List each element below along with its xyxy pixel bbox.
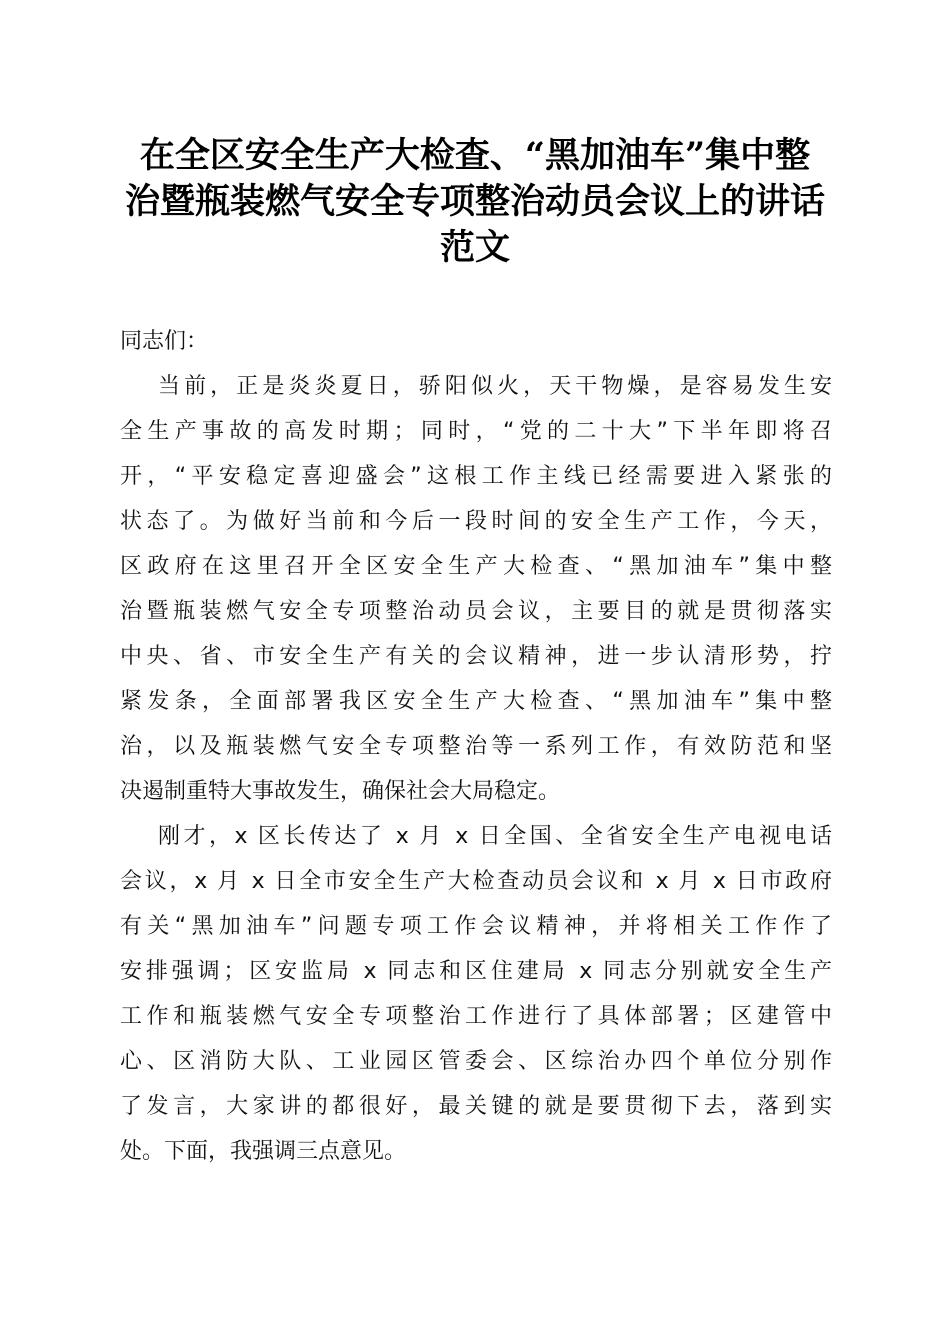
document-body — [120, 319, 832, 1174]
text-line: 决遏制重特大事故发生，确保社会大局稳定。 — [120, 779, 561, 804]
text-line: 全生产事故的高发时期；同时，“党的二十大”下半年即将召 — [120, 419, 832, 444]
text-line: 处。下面，我强调三点意见。 — [120, 1139, 407, 1164]
text-line: 工作和瓶装燃气安全专项整治工作进行了具体部署；区建管中 — [120, 1004, 832, 1029]
title-line: 治暨瓶装燃气安全专项整治动员会议上的讲话 — [124, 181, 825, 222]
text-line: 会议，x 月 x 日全市安全生产大检查动员会议和 x 月 x 日市政府 — [120, 869, 832, 894]
paragraph-1 — [120, 364, 832, 814]
text-line: 状态了。为做好当前和今后一段时间的安全生产工作，今天， — [120, 509, 832, 534]
title-line: 在全区安全生产大检查、“黑加油车”集中整 — [139, 135, 811, 176]
title-line: 范文 — [439, 227, 510, 268]
text-line: 区政府在这里召开全区安全生产大检查、“黑加油车”集中整 — [120, 554, 832, 579]
salutation: 同志们： — [120, 329, 209, 354]
text-line: 当前，正是炎炎夏日，骄阳似火，天干物燥，是容易发生安 — [158, 374, 832, 399]
text-line: 中央、省、市安全生产有关的会议精神，进一步认清形势，拧 — [120, 644, 832, 669]
paragraph-2 — [120, 814, 832, 1174]
text-line: 开，“平安稳定喜迎盛会”这根工作主线已经需要进入紧张的 — [120, 464, 832, 489]
text-line: 治暨瓶装燃气安全专项整治动员会议，主要目的就是贯彻落实 — [120, 599, 832, 624]
text-line: 有关“黑加油车”问题专项工作会议精神，并将相关工作作了 — [120, 914, 832, 939]
text-line: 安排强调；区安监局 x 同志和区住建局 x 同志分别就安全生产 — [120, 959, 832, 984]
document-title — [100, 133, 850, 271]
text-line: 刚才，x 区长传达了 x 月 x 日全国、全省安全生产电视电话 — [158, 824, 832, 849]
text-line: 心、区消防大队、工业园区管委会、区综治办四个单位分别作 — [120, 1049, 832, 1074]
text-line: 紧发条，全面部署我区安全生产大检查、“黑加油车”集中整 — [120, 689, 832, 714]
text-line: 治，以及瓶装燃气安全专项整治等一系列工作，有效防范和坚 — [120, 734, 832, 759]
text-line: 了发言，大家讲的都很好，最关键的就是要贯彻下去，落到实 — [120, 1094, 832, 1119]
